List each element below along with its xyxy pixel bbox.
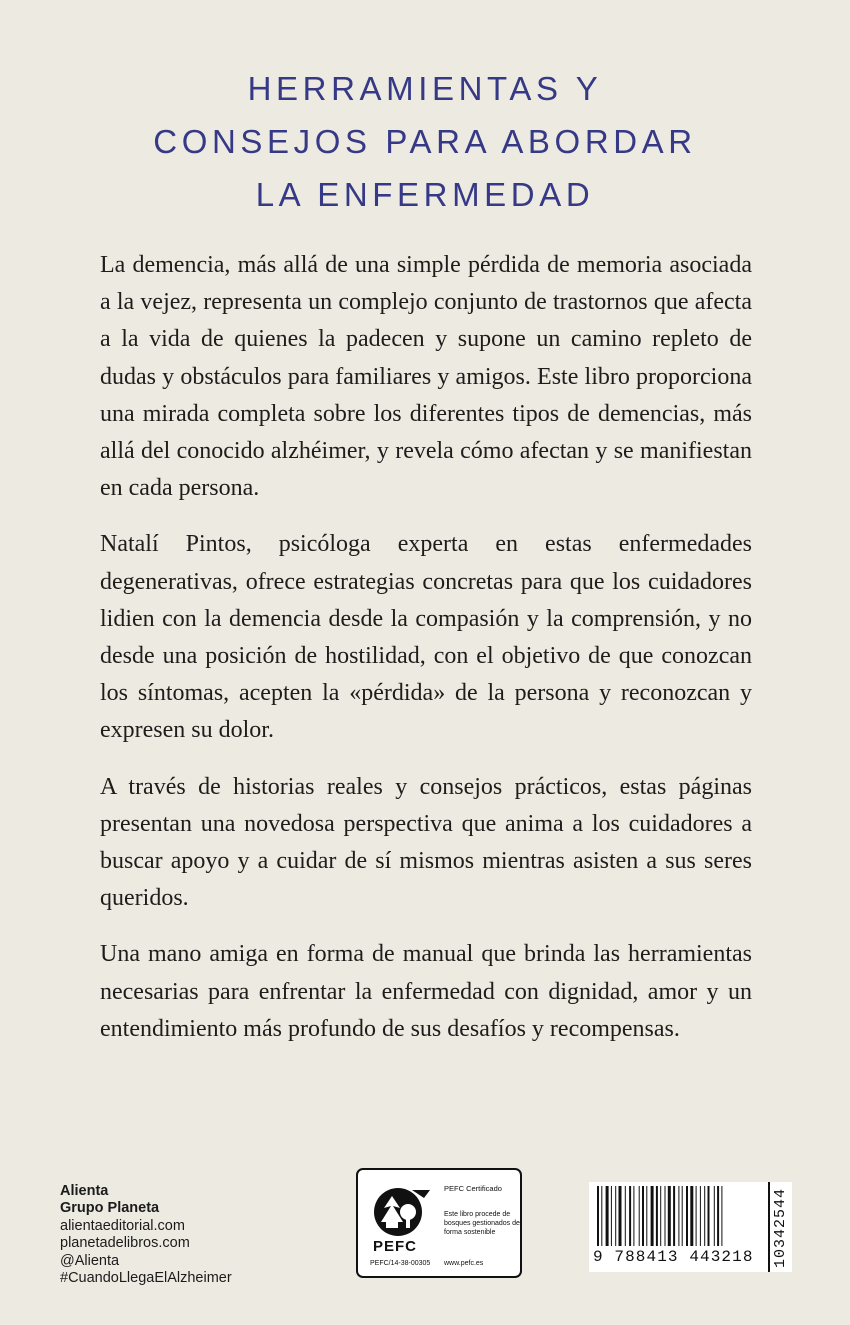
barcode-bar [717,1186,719,1246]
publisher-imprint [60,1183,232,1287]
barcode-bar [721,1186,722,1246]
publisher-group: Grupo Planeta [60,1200,160,1217]
social-handle[interactable]: @Alienta [60,1252,120,1269]
barcode-bar [686,1186,688,1246]
pefc-license-code: PEFC/14-38-00305 [370,1260,431,1267]
barcode-bar [656,1186,658,1246]
pefc-wordmark: PEFC [373,1238,418,1255]
barcode-bars [593,1186,767,1246]
blurb-paragraph-1: La demencia, más allá de una simple pérdida de memoria asociada a la vejez, representa un complejo conjunto de trastornos que afecta a la vida de quienes la padecen y supone un camino repleto de dudas y obstáculos para familiares y amigos. Este libro proporciona una mirada completa sobre los diferentes tipos de demencias, más allá del conocido alzhéimer, y revela cómo afectan y se manifiestan en cada persona. [100,252,752,502]
pefc-certified-label: PEFC Certificado [444,1184,502,1193]
barcode-bar [615,1186,616,1246]
barcode-bar [651,1186,654,1246]
pefc-certification-badge [356,1168,522,1278]
barcode-bar [690,1186,693,1246]
headline-line-2: CONSEJOS PARA ABORDAR [153,123,697,160]
headline-line-3: LA ENFERMEDAD [255,176,595,213]
barcode-bar [597,1186,599,1246]
barcode-bar [633,1186,634,1246]
barcode-bar [619,1186,622,1246]
barcode-bar [625,1186,626,1246]
barcode-bar [665,1186,666,1246]
barcode-bar [682,1186,683,1246]
isbn-barcode [589,1182,792,1272]
pefc-description: Este libro procede de bosques gestionados de forma sostenible [444,1211,520,1236]
barcode-bar [601,1186,602,1246]
barcode-bar [700,1186,701,1246]
cover-headline [0,62,850,221]
barcode-bar [668,1186,671,1246]
pefc-tree-logo-icon [372,1184,434,1246]
internal-code: 10342544 [772,1187,789,1268]
barcode-bar [708,1186,710,1246]
isbn-digits: 9 788413 443218 [593,1248,754,1266]
blurb-body [100,247,752,1067]
barcode-bar [606,1186,609,1246]
barcode-bar [642,1186,644,1246]
barcode-bar [611,1186,612,1246]
barcode-bar [646,1186,647,1246]
group-website[interactable]: planetadelibros.com [60,1235,190,1252]
internal-code-box [768,1182,792,1272]
publisher-name: Alienta [60,1183,109,1199]
barcode-bar [714,1186,715,1246]
barcode-bar [629,1186,631,1246]
blurb-paragraph-3: A través de historias reales y consejos prácticos, estas páginas presentan una novedosa perspectiva que anima a los cuidadores a buscar apoyo y a cuidar de sí mismos mientras asisten a sus seres queridos. [100,773,752,912]
barcode-bar [704,1186,705,1246]
barcode-bar [660,1186,661,1246]
barcode-bar [639,1186,640,1246]
pefc-url[interactable]: www.pefc.es [444,1260,484,1267]
barcode-bar [673,1186,675,1246]
barcode-bar [696,1186,697,1246]
publisher-website[interactable]: alientaeditorial.com [60,1217,185,1234]
headline-line-1: HERRAMIENTAS Y [247,70,603,107]
blurb-paragraph-4: Una mano amiga en forma de manual que brinda las herramientas necesarias para enfrentar la enfermedad con dignidad, amor y un entendimiento más profundo de sus desafíos y recompensas. [100,941,752,1042]
hashtag: #CuandoLlegaElAlzheimer [60,1270,232,1287]
barcode-bar [678,1186,679,1246]
blurb-paragraph-2: Natalí Pintos, psicóloga experta en estas enfermedades degenerativas, ofrece estrategias concretas para que los cuidadores lidien con la demencia desde la compasión y la comprensión, y no desde una posición de hostilidad, con el objetivo de que conozcan los síntomas, acepten la «pérdida» de la persona y reconozcan y expresen su dolor. [100,531,752,744]
